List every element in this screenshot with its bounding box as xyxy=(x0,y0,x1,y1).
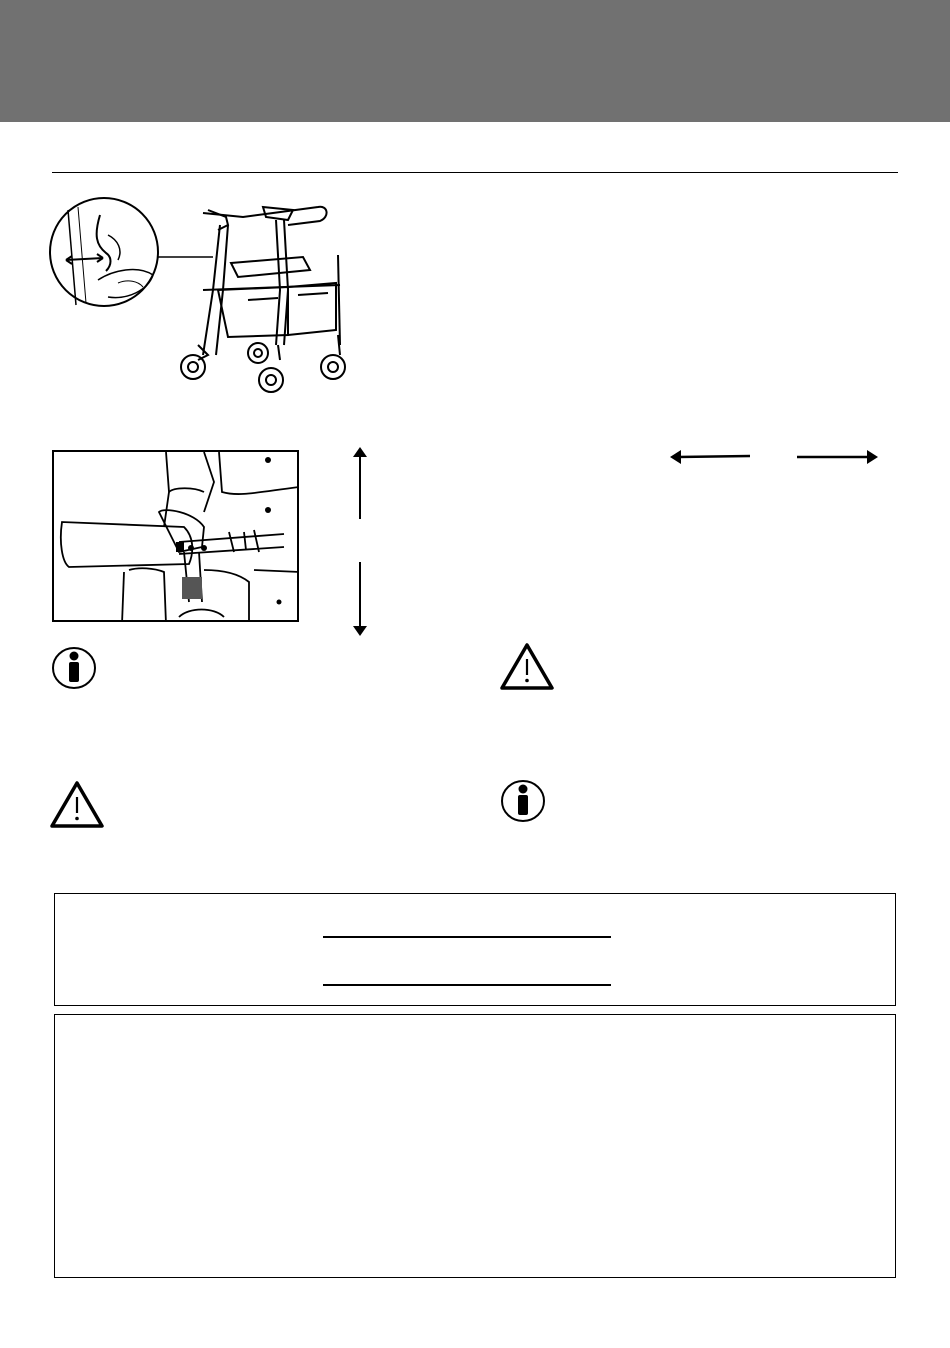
fill-in-line xyxy=(323,936,611,938)
info-icon xyxy=(51,646,97,690)
section-rule xyxy=(52,172,898,173)
arrow-left-icon xyxy=(670,447,752,467)
fill-in-line xyxy=(323,984,611,986)
arrow-up-icon xyxy=(350,447,370,522)
warning-triangle-icon xyxy=(49,780,105,830)
arrow-right-icon xyxy=(797,447,879,467)
arrow-down-icon xyxy=(350,562,370,637)
handle-adjustment-drawing xyxy=(52,450,299,622)
info-icon xyxy=(500,779,546,823)
fill-in-box xyxy=(54,893,896,1006)
header-band xyxy=(0,0,950,122)
brake-lever-detail xyxy=(50,198,158,306)
warning-triangle-icon xyxy=(499,642,555,692)
notes-box xyxy=(54,1014,896,1278)
rollator-illustration xyxy=(48,195,363,400)
